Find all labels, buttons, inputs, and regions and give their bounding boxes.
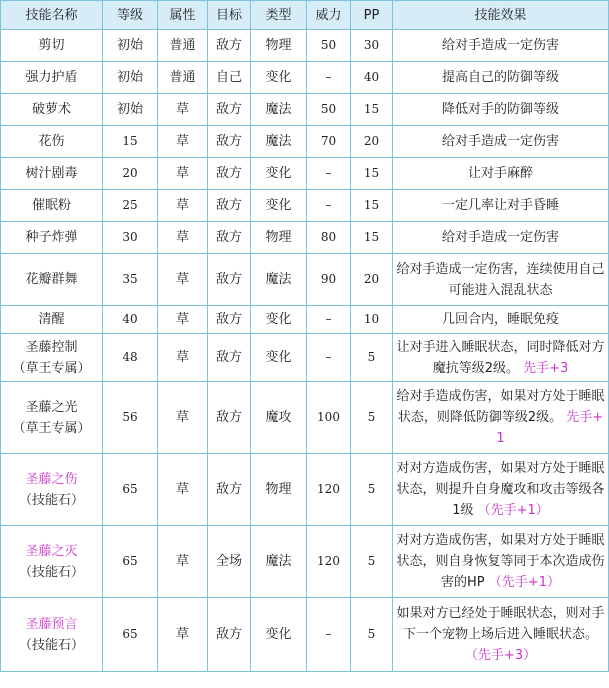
skill-effect-cell: [393, 598, 609, 672]
skill-effect: 几回合内，睡眠免疫: [441, 312, 559, 327]
skill-name: 清醒: [38, 312, 65, 327]
priority-note: （先手+1）: [488, 575, 560, 590]
skill-attribute: 草: [158, 526, 208, 598]
skill-target: 敌方: [208, 94, 251, 126]
skill-pp: 5: [351, 382, 393, 454]
skill-effect: 给对手造成一定伤害: [441, 38, 559, 53]
skill-target: 敌方: [208, 222, 251, 254]
skill-target: 敌方: [208, 190, 251, 222]
skill-power: 50: [307, 30, 351, 62]
skill-type: 变化: [251, 158, 307, 190]
skill-effect: 给对手造成一定伤害，连续使用自己可能进入混乱状态: [396, 261, 605, 298]
skill-row: [1, 94, 609, 126]
skill-effect-cell: [393, 62, 609, 94]
skill-power: –: [307, 334, 351, 382]
skill-effect: 给对手造成伤害，如果对方处于睡眠状态，则降低防御等级2级。: [396, 389, 605, 425]
skill-effect-cell: [393, 158, 609, 190]
skill-power: –: [307, 598, 351, 672]
skill-target: 敌方: [208, 126, 251, 158]
header-skill-name: 技能名称: [1, 1, 103, 30]
skill-table-body: [1, 30, 609, 672]
skill-effect-cell: [393, 334, 609, 382]
skill-attribute: 草: [158, 222, 208, 254]
skill-type: 魔法: [251, 254, 307, 306]
skill-type: 变化: [251, 62, 307, 94]
header-pp: PP: [351, 1, 393, 30]
skill-source: （技能石）: [18, 637, 84, 653]
skill-attribute: 草: [158, 126, 208, 158]
skill-row: [1, 526, 609, 598]
skill-power: –: [307, 190, 351, 222]
skill-effect: 对对方造成伤害，如果对方处于睡眠状态，则提升自身魔攻和攻击等级各1级: [396, 461, 605, 518]
skill-attribute: 草: [158, 598, 208, 672]
skill-name: 圣藤之伤: [25, 471, 78, 487]
skill-name-cell: [1, 382, 103, 454]
skill-name: 圣藤控制: [25, 339, 78, 355]
skill-row: [1, 158, 609, 190]
skill-effect-cell: [393, 526, 609, 598]
header-power: 威力: [307, 1, 351, 30]
skill-row: [1, 598, 609, 672]
skill-level: 30: [103, 222, 158, 254]
skill-source: （草王专属）: [12, 360, 91, 376]
skill-attribute: 草: [158, 454, 208, 526]
skill-power: 120: [307, 526, 351, 598]
skill-power: –: [307, 62, 351, 94]
skill-effect-cell: [393, 254, 609, 306]
skill-target: 敌方: [208, 30, 251, 62]
skill-pp: 5: [351, 454, 393, 526]
skill-target: 敌方: [208, 334, 251, 382]
header-attribute: 属性: [158, 1, 208, 30]
skill-row: [1, 62, 609, 94]
skill-effect: 给对手造成一定伤害: [441, 230, 559, 245]
skill-row: [1, 454, 609, 526]
skill-power: 120: [307, 454, 351, 526]
skill-level: 48: [103, 334, 158, 382]
skill-level: 35: [103, 254, 158, 306]
skill-effect-cell: [393, 126, 609, 158]
skill-target: 敌方: [208, 454, 251, 526]
skill-pp: 10: [351, 306, 393, 334]
skill-name-cell: [1, 158, 103, 190]
skill-name: 破萝术: [31, 102, 71, 117]
skill-pp: 20: [351, 254, 393, 306]
skill-row: [1, 190, 609, 222]
priority-note: 先手+3: [523, 360, 569, 376]
skill-name-cell: [1, 254, 103, 306]
skill-target: 敌方: [208, 598, 251, 672]
skill-level: 25: [103, 190, 158, 222]
skill-pp: 30: [351, 30, 393, 62]
skill-effect-cell: [393, 382, 609, 454]
skill-effect-cell: [393, 94, 609, 126]
skill-name-cell: [1, 334, 103, 382]
skill-name-cell: [1, 454, 103, 526]
skill-effect: 给对手造成一定伤害: [441, 134, 559, 149]
header-effect: 技能效果: [393, 1, 609, 30]
skill-attribute: 草: [158, 254, 208, 306]
skill-effect-cell: [393, 222, 609, 254]
skill-effect: 让对手进入睡眠状态，同时降低对方魔抗等级2级。: [396, 339, 605, 376]
skill-type: 物理: [251, 454, 307, 526]
skill-target: 敌方: [208, 158, 251, 190]
skill-power: 50: [307, 94, 351, 126]
skill-attribute: 草: [158, 190, 208, 222]
skill-attribute: 草: [158, 94, 208, 126]
skill-level: 40: [103, 306, 158, 334]
skill-name-cell: [1, 62, 103, 94]
skill-name-cell: [1, 94, 103, 126]
header-type: 类型: [251, 1, 307, 30]
skill-name: 花瓣群舞: [25, 272, 78, 287]
skill-level: 65: [103, 454, 158, 526]
skill-level: 65: [103, 526, 158, 598]
skill-row: [1, 222, 609, 254]
skill-level: 20: [103, 158, 158, 190]
skill-type: 变化: [251, 334, 307, 382]
skill-name: 树汁剧毒: [25, 166, 78, 181]
skill-name-cell: [1, 190, 103, 222]
header-target: 目标: [208, 1, 251, 30]
skill-effect: 一定几率让对手昏睡: [441, 198, 559, 213]
skill-target: 敌方: [208, 254, 251, 306]
skill-target: 敌方: [208, 382, 251, 454]
skill-name-cell: [1, 526, 103, 598]
skill-power: –: [307, 158, 351, 190]
skill-type: 物理: [251, 222, 307, 254]
header-row: [1, 1, 609, 30]
skill-pp: 5: [351, 598, 393, 672]
skill-name: 圣藤之灭: [25, 543, 78, 559]
skill-effect: 提高自己的防御等级: [441, 70, 559, 85]
skill-name-cell: [1, 306, 103, 334]
skill-row: [1, 382, 609, 454]
skill-type: 魔攻: [251, 382, 307, 454]
skill-power: 90: [307, 254, 351, 306]
skill-attribute: 草: [158, 382, 208, 454]
skill-type: 魔法: [251, 526, 307, 598]
skill-type: 变化: [251, 598, 307, 672]
skill-effect: 对对方造成伤害，如果对方处于睡眠状态，则自身恢复等同于本次造成伤害的HP: [396, 533, 605, 590]
skill-effect-cell: [393, 306, 609, 334]
skill-effect-cell: [393, 190, 609, 222]
skill-pp: 5: [351, 526, 393, 598]
skill-name-cell: [1, 30, 103, 62]
skill-effect-cell: [393, 454, 609, 526]
skill-power: –: [307, 306, 351, 334]
skill-level: 初始: [103, 94, 158, 126]
skill-type: 变化: [251, 306, 307, 334]
skill-power: 80: [307, 222, 351, 254]
skill-row: [1, 334, 609, 382]
skill-row: [1, 254, 609, 306]
skill-attribute: 草: [158, 306, 208, 334]
skill-name: 圣藤预言: [25, 616, 78, 632]
skill-source: （技能石）: [18, 564, 84, 580]
skill-target: 敌方: [208, 306, 251, 334]
skill-level: 初始: [103, 30, 158, 62]
skill-effect-cell: [393, 30, 609, 62]
skill-row: [1, 126, 609, 158]
skill-pp: 40: [351, 62, 393, 94]
skill-source: （技能石）: [18, 492, 84, 508]
skill-pp: 15: [351, 222, 393, 254]
skill-name: 花伤: [38, 134, 65, 149]
skill-pp: 15: [351, 190, 393, 222]
skill-effect: 如果对方已经处于睡眠状态，则对手下一个宠物上场后进入睡眠状态。: [396, 606, 605, 642]
skill-attribute: 普通: [158, 62, 208, 94]
skill-row: [1, 306, 609, 334]
skill-name: 强力护盾: [25, 70, 78, 85]
skill-attribute: 普通: [158, 30, 208, 62]
skill-target: 自己: [208, 62, 251, 94]
header-level: 等级: [103, 1, 158, 30]
skill-type: 变化: [251, 190, 307, 222]
skill-name: 种子炸弹: [25, 230, 78, 245]
skill-level: 56: [103, 382, 158, 454]
skill-attribute: 草: [158, 158, 208, 190]
skill-row: [1, 30, 609, 62]
skill-pp: 20: [351, 126, 393, 158]
skill-pp: 15: [351, 158, 393, 190]
skill-pp: 5: [351, 334, 393, 382]
skill-power: 70: [307, 126, 351, 158]
skill-name-cell: [1, 598, 103, 672]
skill-name-cell: [1, 222, 103, 254]
skill-type: 魔法: [251, 126, 307, 158]
skill-type: 物理: [251, 30, 307, 62]
priority-note: 先手+1: [496, 410, 604, 446]
skill-effect: 降低对手的防御等级: [441, 102, 559, 117]
skill-name: 圣藤之光: [25, 399, 78, 415]
priority-note: （先手+1）: [477, 503, 549, 518]
skill-name: 剪切: [38, 38, 65, 53]
skill-pp: 15: [351, 94, 393, 126]
skill-effect: 让对手麻醉: [467, 166, 533, 181]
skill-name: 催眠粉: [31, 198, 71, 213]
skill-target: 全场: [208, 526, 251, 598]
skill-level: 15: [103, 126, 158, 158]
skill-power: 100: [307, 382, 351, 454]
skill-level: 65: [103, 598, 158, 672]
skill-attribute: 草: [158, 334, 208, 382]
priority-note: （先手+3）: [464, 648, 537, 663]
skill-source: （草王专属）: [12, 420, 91, 436]
skill-type: 魔法: [251, 94, 307, 126]
skill-name-cell: [1, 126, 103, 158]
skill-level: 初始: [103, 62, 158, 94]
